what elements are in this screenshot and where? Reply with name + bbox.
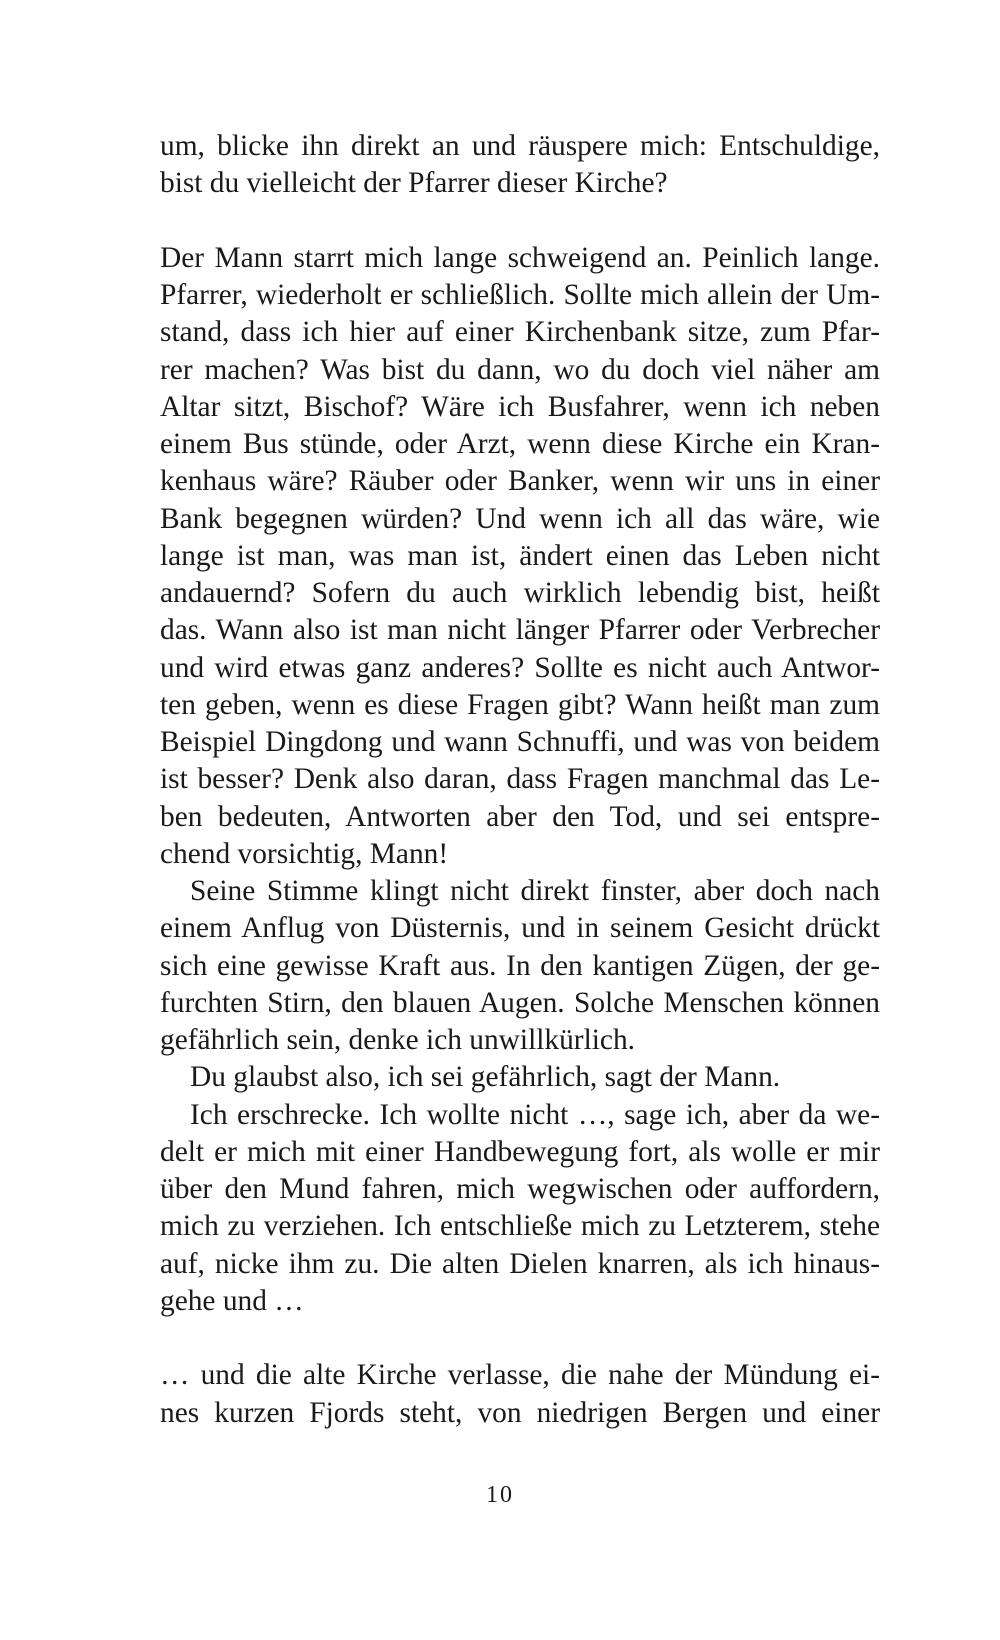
text-line: Du glaubst also, ich sei gefährlich, sagt der Mann. bbox=[190, 1061, 781, 1094]
text-line: einem Bus stünde, oder Arzt, wenn diese Kirche ein Kran- bbox=[160, 428, 880, 460]
text-line: über den Mund fahren, mich wegwischen oder auffordern, bbox=[160, 1173, 880, 1205]
text-line: das. Wann also ist man nicht länger Pfarrer oder Verbrecher bbox=[160, 614, 880, 647]
text-line: kenhaus wäre? Räuber oder Banker, wenn wir uns in einer bbox=[160, 465, 880, 498]
body-text bbox=[160, 128, 880, 1432]
text-line: mich zu verziehen. Ich entschließe mich zu Letzterem, stehe bbox=[160, 1210, 880, 1243]
text-line: Beispiel Dingdong und wann Schnuffi, und was von beidem bbox=[160, 726, 880, 758]
text-line: lange ist man, was man ist, ändert einen das Leben nicht bbox=[160, 539, 880, 572]
text-line: sich eine gewisse Kraft aus. In den kantigen Zügen, der ge- bbox=[160, 949, 880, 982]
text-line: und wird etwas ganz anderes? Sollte es nicht auch Antwor- bbox=[160, 651, 880, 684]
text-line: auf, nicke ihm zu. Die alten Dielen knarren, als ich hinaus- bbox=[160, 1247, 880, 1280]
text-line: Ich erschrecke. Ich wollte nicht …, sage ich, aber da we- bbox=[190, 1098, 880, 1131]
text-line: chend vorsichtig, Mann! bbox=[160, 837, 449, 870]
text-line: Pfarrer, wiederholt er schließlich. Sollte mich allein der Um- bbox=[160, 279, 880, 311]
text-line: Seine Stimme klingt nicht direkt finster, aber doch nach bbox=[190, 875, 880, 907]
text-line: gefährlich sein, denke ich unwillkürlich. bbox=[160, 1024, 636, 1056]
text-line: nes kurzen Fjords steht, von niedrigen Bergen und einer bbox=[160, 1396, 880, 1429]
text-line: ten geben, wenn es diese Fragen gibt? Wann heißt man zum bbox=[160, 688, 880, 721]
text-line: um, blicke ihn direkt an und räuspere mich: Entschuldige, bbox=[160, 130, 880, 162]
text-line: furchten Stirn, den blauen Augen. Solche Menschen können bbox=[160, 986, 880, 1019]
section-gap bbox=[160, 203, 880, 240]
text-line: Der Mann starrt mich lange schweigend an. Peinlich lange. bbox=[160, 241, 880, 274]
text-line: … und die alte Kirche verlasse, die nahe der Mündung ei- bbox=[160, 1359, 880, 1392]
section-gap bbox=[160, 1320, 880, 1357]
text-line: stand, dass ich hier auf einer Kirchenbank sitze, zum Pfar- bbox=[160, 316, 880, 349]
text-line: andauernd? Sofern du auch wirklich lebendig bist, heißt bbox=[160, 577, 880, 609]
text-line: ist besser? Denk also daran, dass Fragen manchmal das Le- bbox=[160, 763, 880, 796]
text-line: bist du vielleicht der Pfarrer dieser Kirche? bbox=[160, 167, 668, 200]
page-number: 10 bbox=[486, 1482, 514, 1508]
text-line: rer machen? Was bist du dann, wo du doch viel näher am bbox=[160, 353, 880, 386]
text-line: delt er mich mit einer Handbewegung fort, als wolle er mir bbox=[160, 1135, 880, 1168]
text-line: Altar sitzt, Bischof? Wäre ich Busfahrer, wenn ich neben bbox=[160, 390, 880, 423]
text-line: ben bedeuten, Antworten aber den Tod, und sei entspre- bbox=[160, 800, 880, 833]
text-line: Bank begegnen würden? Und wenn ich all das wäre, wie bbox=[160, 502, 880, 535]
text-line: gehe und … bbox=[160, 1284, 304, 1317]
text-line: einem Anflug von Düsternis, und in seinem Gesicht drückt bbox=[160, 912, 880, 945]
